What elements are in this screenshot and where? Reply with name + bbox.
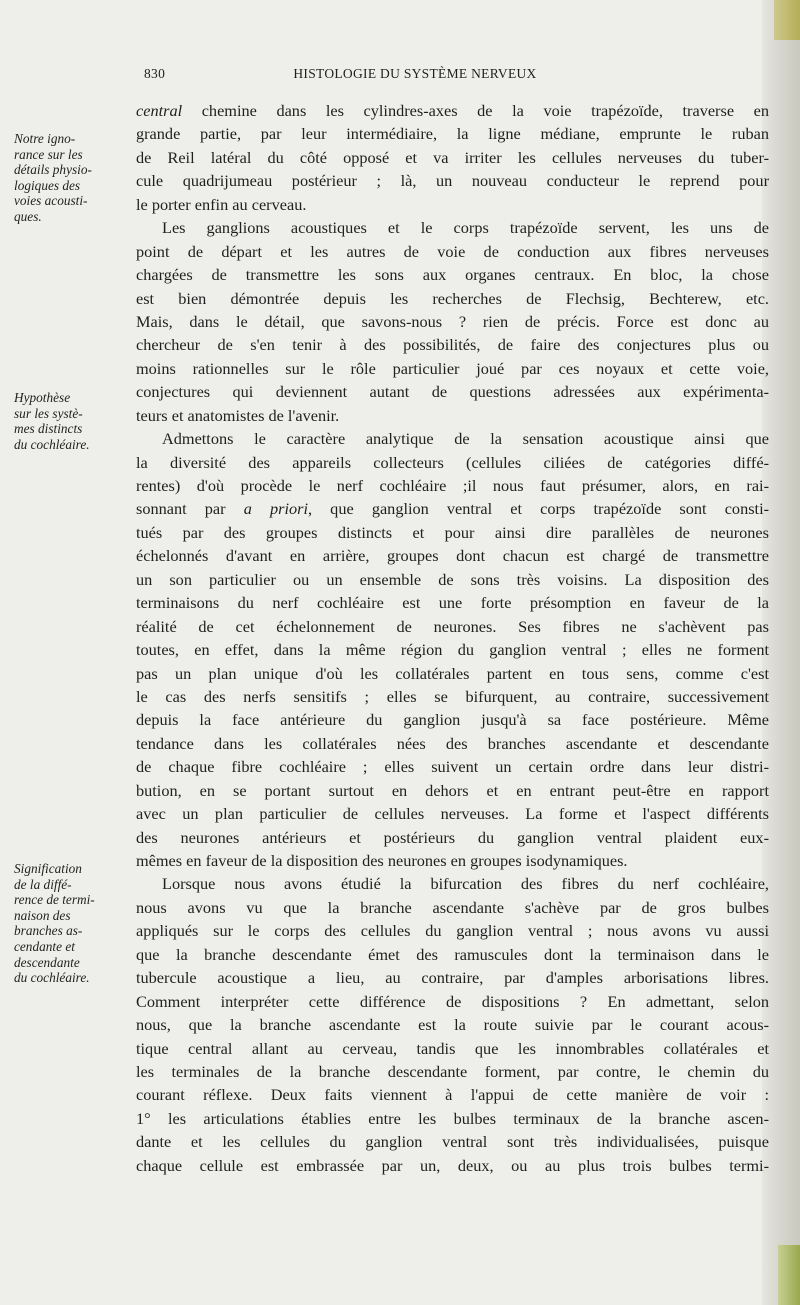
text-line-part: Mais, dans le détail, que savons-nous ? rien de précis. Force est donc au	[136, 311, 769, 331]
body-text	[136, 99, 769, 1177]
text-line	[136, 474, 769, 497]
margin-note-3	[14, 861, 122, 986]
text-line	[136, 943, 769, 966]
text-line	[136, 1107, 769, 1130]
text-line-emphasis: a priori	[243, 499, 308, 519]
running-head	[70, 62, 760, 84]
text-line-part: terminaisons du nerf cochléaire est une forte présomption en faveur de la	[136, 593, 769, 613]
text-line-part: grande partie, par leur intermédiaire, la ligne médiane, emprunte le ruban	[136, 124, 769, 144]
text-line-part: depuis la face antérieure du ganglion jusqu'à sa face postérieure. Même	[136, 710, 769, 730]
text-line-part: échelonnés d'avant en arrière, groupes dont chacun est chargé de transmettre	[136, 546, 769, 566]
text-line	[136, 896, 769, 919]
text-line-part: est bien démontrée depuis les recherches de Flechsig, Bechterew, etc.	[136, 288, 769, 308]
text-line	[136, 99, 769, 122]
text-line	[136, 662, 769, 685]
edge-tab-bottom	[778, 1245, 800, 1305]
text-line-part: nous avons vu que la branche ascendante s'achève par de gros bulbes	[136, 897, 769, 917]
text-line-part: appliqués sur le corps des cellules du ganglion ventral ; nous avons vu aussi	[136, 921, 769, 941]
text-line-part: tendance dans les collatérales nées des branches ascendante et descendante	[136, 733, 769, 753]
text-line-part: chemine dans les cylindres-axes de la voie trapézoïde, traverse en	[182, 101, 769, 120]
page-number: 830	[144, 66, 166, 81]
margin-note-text: Signification de la diffé- rence de termi- naison des branches as- cendante et descendante du cochléaire.	[14, 861, 95, 986]
text-line-part: nous, que la branche ascendante est la route suivie par le courant acous-	[136, 1015, 769, 1035]
text-line-part: teurs et anatomistes de l'avenir.	[136, 405, 340, 425]
text-line-part: conjectures qui deviennent autant de questions adressées aux expérimenta-	[136, 382, 769, 402]
text-line	[136, 1037, 769, 1060]
text-line	[136, 568, 769, 591]
text-line-part: chaque cellule est embrassée par un, deux, ou au plus trois bulbes termi-	[136, 1155, 769, 1175]
text-line	[136, 826, 769, 849]
text-line-part: de chaque fibre cochléaire ; elles suivent un certain ordre dans leur distri-	[136, 757, 769, 777]
text-line-part: le cas des nerfs sensitifs ; elles se bifurquent, au contraire, successivement	[136, 686, 769, 706]
text-line	[136, 1060, 769, 1083]
text-line-part: point de départ et les autres de voie de conduction aux fibres nerveuses	[136, 241, 769, 261]
text-line	[136, 779, 769, 802]
text-line	[136, 404, 769, 427]
text-line	[136, 146, 769, 169]
text-line-part: mêmes en faveur de la disposition des neurones en groupes isodynamiques.	[136, 851, 628, 870]
text-line-part: courant réflexe. Deux faits viennent à l'appui de cette manière de voir :	[136, 1085, 769, 1105]
text-line	[136, 310, 769, 333]
text-line-emphasis: central	[136, 101, 183, 120]
text-line	[136, 287, 769, 310]
text-line	[136, 638, 769, 661]
text-line	[136, 802, 769, 825]
text-line	[136, 615, 769, 638]
text-line-part: réalité de cet échelonnement de neurones. Ses fibres ne s'achèvent pas	[136, 616, 769, 636]
text-line	[136, 708, 769, 731]
text-line-part: tubercule acoustique a lieu, au contraire, par d'amples arborisations libres.	[136, 968, 769, 988]
text-line	[136, 169, 769, 192]
text-line	[136, 544, 769, 567]
text-line	[136, 427, 769, 450]
margin-note-2	[14, 390, 122, 452]
text-line	[136, 1130, 769, 1153]
text-line	[136, 755, 769, 778]
text-line	[136, 263, 769, 286]
text-line-part: avec un plan particulier de cellules nerveuses. La forme et l'aspect différents	[136, 804, 769, 824]
text-line	[136, 240, 769, 263]
text-line-part: toutes, en effet, dans la même région du ganglion ventral ; elles ne forment	[136, 640, 769, 660]
text-line-part: 1° les articulations établies entre les bulbes terminaux de la branche ascen-	[136, 1108, 769, 1128]
margin-note-1	[14, 131, 122, 225]
text-line	[136, 497, 769, 520]
text-line	[136, 919, 769, 942]
text-line-part: tique central allant au cerveau, tandis que les innombrables collatérales et	[136, 1038, 769, 1058]
text-line	[136, 1154, 769, 1177]
text-line	[136, 1083, 769, 1106]
text-line	[136, 521, 769, 544]
header-title: HISTOLOGIE DU SYSTÈME NERVEUX	[293, 66, 537, 81]
text-line	[136, 591, 769, 614]
text-line-part: chargées de transmettre les sons aux organes centraux. En bloc, la chose	[136, 265, 769, 285]
text-line-part: un son particulier ou un ensemble de sons très voisins. La disposition des	[136, 569, 769, 589]
text-line-part: cule quadrijumeau postérieur ; là, un nouveau conducteur le reprend pour	[136, 171, 769, 191]
text-line-part: la diversité des appareils collecteurs (cellules ciliées de catégories diffé-	[136, 452, 769, 472]
text-line-part: Les ganglions acoustiques et le corps trapézoïde servent, les uns de	[162, 218, 769, 238]
text-line-part: les terminales de la branche descendante forment, par contre, le chemin du	[136, 1061, 769, 1081]
text-line-part: Admettons le caractère analytique de la sensation acoustique ainsi que	[162, 429, 769, 449]
text-line	[136, 380, 769, 403]
text-line	[136, 732, 769, 755]
text-line	[136, 216, 769, 239]
text-line	[136, 990, 769, 1013]
text-line-part: bution, en se portant surtout en dehors et en entrant peut-être en rapport	[136, 780, 769, 800]
text-line-part: Lorsque nous avons étudié la bifurcation des fibres du nerf cochléaire,	[162, 874, 769, 894]
text-line-part: le porter enfin au cerveau.	[136, 194, 307, 214]
text-line-part: que la branche descendante émet des ramuscules dont la terminaison dans le	[136, 944, 769, 964]
text-line	[136, 451, 769, 474]
text-line-part: , que ganglion ventral et corps trapézoïde sont consti-	[307, 499, 769, 519]
text-line-part: rentes) d'où procède le nerf cochléaire ;il nous faut présumer, alors, en rai-	[136, 476, 769, 495]
text-line	[136, 193, 769, 216]
text-line	[136, 333, 769, 356]
text-line	[136, 872, 769, 895]
edge-tab-top	[774, 0, 800, 40]
text-line-part: sonnant par	[136, 499, 244, 519]
text-line	[136, 966, 769, 989]
text-line-part: des neurones antérieurs et postérieurs du ganglion ventral plaident eux-	[136, 827, 769, 847]
text-line-part: dante et les cellules du ganglion ventral sont très individualisées, puisque	[136, 1132, 769, 1152]
margin-note-text: Hypothèse sur les systè- mes distincts du cochléaire.	[14, 390, 90, 452]
text-line-part: pas un plan unique d'où les collatérales partent en tous sens, comme c'est	[136, 663, 769, 683]
text-line-part: Comment interpréter cette différence de dispositions ? En admettant, selon	[136, 991, 769, 1011]
text-line-part: moins rationnelles sur le rôle particulier joué par ces noyaux et cette voie,	[136, 358, 769, 378]
text-line-part: tués par des groupes distincts et pour ainsi dire parallèles de neurones	[136, 522, 769, 542]
margin-note-text: Notre igno- rance sur les détails physio- logiques des voies acousti- ques.	[14, 131, 92, 224]
text-line	[136, 849, 769, 872]
text-line	[136, 1013, 769, 1036]
text-line-part: de Reil latéral du côté opposé et va irriter les cellules nerveuses du tuber-	[136, 147, 769, 167]
text-line	[136, 122, 769, 145]
text-line	[136, 685, 769, 708]
text-line	[136, 357, 769, 380]
text-line-part: chercheur de s'en tenir à des possibilités, de faire des conjectures plus ou	[136, 335, 769, 355]
